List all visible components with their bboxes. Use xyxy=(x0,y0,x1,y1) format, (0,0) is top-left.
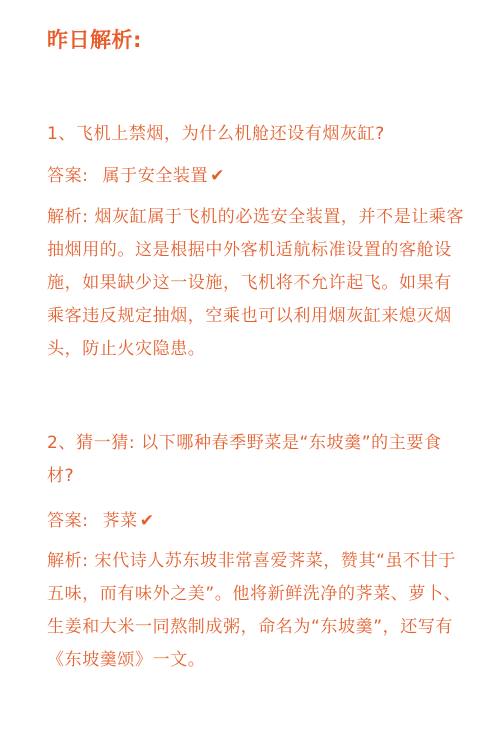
answer-text: 属于安全装置 xyxy=(102,166,209,186)
page-title: 昨日解析: xyxy=(47,28,142,52)
explanation-1: 解析: 烟灰缸属于飞机的必选安全装置，并不是让乘客抽烟用的。这是根据中外客机适航标准设置的客舱设施，如果缺少这一设施，飞机将不允许起飞。如果有乘客违反规定抽烟，空乘也可以利用烟灰缸来熄灭烟头，防止火灾隐患。 xyxy=(47,207,465,359)
question-2: 2、猜一猜: 以下哪种春季野菜是“东坡羹”的主要食材? xyxy=(47,433,442,486)
check-icon: ✔ xyxy=(210,166,226,186)
answer-1 xyxy=(47,160,467,193)
check-icon: ✔ xyxy=(139,511,155,531)
answer-label: 答案: xyxy=(47,166,89,186)
explanation-2: 解析: 宋代诗人苏东坡非常喜爱荠菜，赞其“虽不甘于五味，而有味外之美”。他将新鲜洗净的荠菜、萝卜、生姜和大米一同熬制成粥，命名为“东坡羹”，还写有《东坡羹颂》一文。 xyxy=(47,551,462,670)
question-1: 1、飞机上禁烟，为什么机舱还设有烟灰缸? xyxy=(47,124,385,144)
answer-text: 荠菜 xyxy=(102,511,138,531)
answer-label: 答案: xyxy=(47,511,89,531)
answer-2 xyxy=(47,505,467,538)
